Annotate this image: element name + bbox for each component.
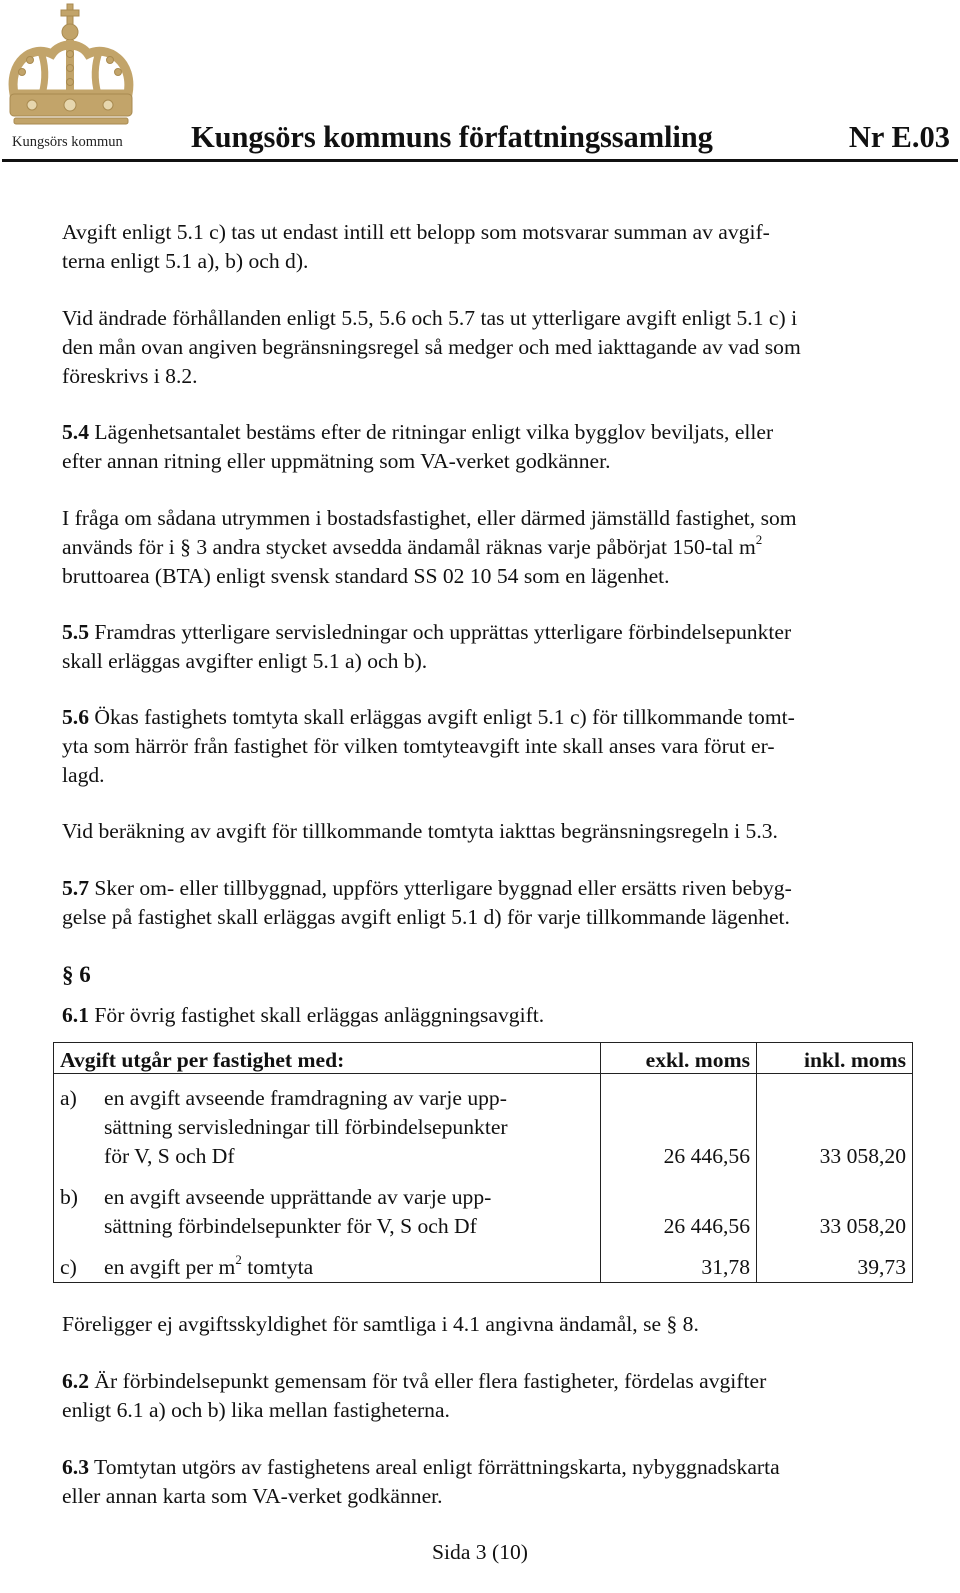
paragraph-5-7: 5.7 Sker om- eller tillbyggnad, uppförs ytterligare byggnad eller ersätts riven bebyg- gelse på fastighet skall erläggas avgift enligt 5.1 d) för varje tillkommande lägenhet.: [62, 876, 792, 929]
paragraph-5-5: 5.5 Framdras ytterligare servisledningar och upprättas ytterligare förbindelsepunkter skall erläggas avgifter enligt 5.1 a) och b).: [62, 620, 792, 673]
column-header: Avgift utgår per fastighet med:: [54, 1043, 601, 1074]
table-cell: 26 446,56: [601, 1171, 757, 1241]
paragraph-6-3: 6.3 Tomtytan utgörs av fastighetens areal enligt förrättningskarta, nybyggnadskarta eller annan karta som VA-verket godkänner.: [62, 1455, 780, 1508]
paragraph-6-1: 6.1 För övrig fastighet skall erläggas anläggningsavgift.: [62, 1003, 545, 1027]
table-header-row: [54, 1043, 913, 1074]
page-header: [0, 0, 960, 165]
paragraph-andrade-forhallanden: Vid ändrade förhållanden enligt 5.5, 5.6 och 5.7 tas ut ytterligare avgift enligt 5.1 c) i den mån ovan angiven begränsningsregel så medger och med iakttagande av vad som föreskrivs i 8.2.: [62, 306, 801, 388]
clause-number: 5.4: [62, 420, 89, 444]
section-heading: § 6: [62, 962, 91, 987]
table-row: b) en avgift avseende upprättande av varje upp- sättning förbindelsepunkter för V, S och Df 26 446,56 33 058,20: [54, 1171, 913, 1241]
clause-number: 6.1: [62, 1003, 89, 1027]
paragraph-5-6: 5.6 Ökas fastighets tomtyta skall erläggas avgift enligt 5.1 c) för tillkommande tomt- yta som härrör från fastighet för vilken tomtyteavgift inte skall anses vara förut er- lagd.: [62, 705, 795, 787]
clause-number: 5.5: [62, 620, 89, 644]
table-row: c) en avgift per $m^2$ tomtyta 31,78 39,73: [54, 1241, 913, 1283]
paragraph-avgift-5-1c: Avgift enligt 5.1 c) tas ut endast intill ett belopp som motsvarar summan av avgif- terna enligt 5.1 a), b) och d).: [62, 220, 770, 273]
paragraph-5-4: 5.4 Lägenhetsantalet bestäms efter de ritningar enligt vilka bygglov beviljats, eller efter annan ritning eller uppmätning som VA-verket godkänner.: [62, 420, 774, 473]
table-row: a) en avgift avseende framdragning av varje upp- sättning servisledningar till förbindelsepunkter för V, S och Df 26 446,56 33 058,20: [54, 1074, 913, 1172]
table-cell: 26 446,56: [601, 1074, 757, 1172]
fee-table: [53, 1042, 913, 1283]
clause-number: 5.6: [62, 705, 89, 729]
document-number: Nr E.03: [848, 120, 950, 154]
document-title: Kungsörs kommuns författningssamling: [191, 120, 713, 154]
clause-number: 6.3: [62, 1455, 89, 1479]
column-header: inkl. moms: [757, 1043, 913, 1074]
table-cell: 39,73: [757, 1241, 913, 1283]
paragraph-6-2: 6.2 Är förbindelsepunkt gemensam för två eller flera fastigheter, fördelas avgifter enligt 6.1 a) och b) lika mellan fastigheterna.: [62, 1369, 767, 1422]
crown-logo: [2, 2, 140, 152]
header-divider: [2, 159, 958, 162]
table-cell: 33 058,20: [757, 1171, 913, 1241]
page-number: Sida 3 (10): [432, 1540, 528, 1564]
table-cell: 31,78: [601, 1241, 757, 1283]
column-header: exkl. moms: [601, 1043, 757, 1074]
table-cell: 33 058,20: [757, 1074, 913, 1172]
crown-icon: [2, 2, 140, 132]
logo-text: Kungsörs kommun: [12, 134, 123, 150]
paragraph-berakning: Vid beräkning av avgift för tillkommande tomtyta iakttas begränsningsregeln i 5.3.: [62, 819, 778, 843]
paragraph-avgiftsskyldighet: Föreligger ej avgiftsskyldighet för samtliga i 4.1 angivna ändamål, se § 8.: [62, 1312, 699, 1336]
clause-number: 6.2: [62, 1369, 89, 1393]
paragraph-bostadsfastighet: I fråga om sådana utrymmen i bostadsfastighet, eller därmed jämställd fastighet, som används för i § 3 andra stycket avsedda ändamål räknas varje påbörjat 150-tal $m^2$ bruttoarea (BTA) enligt svensk standard SS 02 10 54 som en lägenhet.: [62, 506, 797, 588]
clause-number: 5.7: [62, 876, 89, 900]
